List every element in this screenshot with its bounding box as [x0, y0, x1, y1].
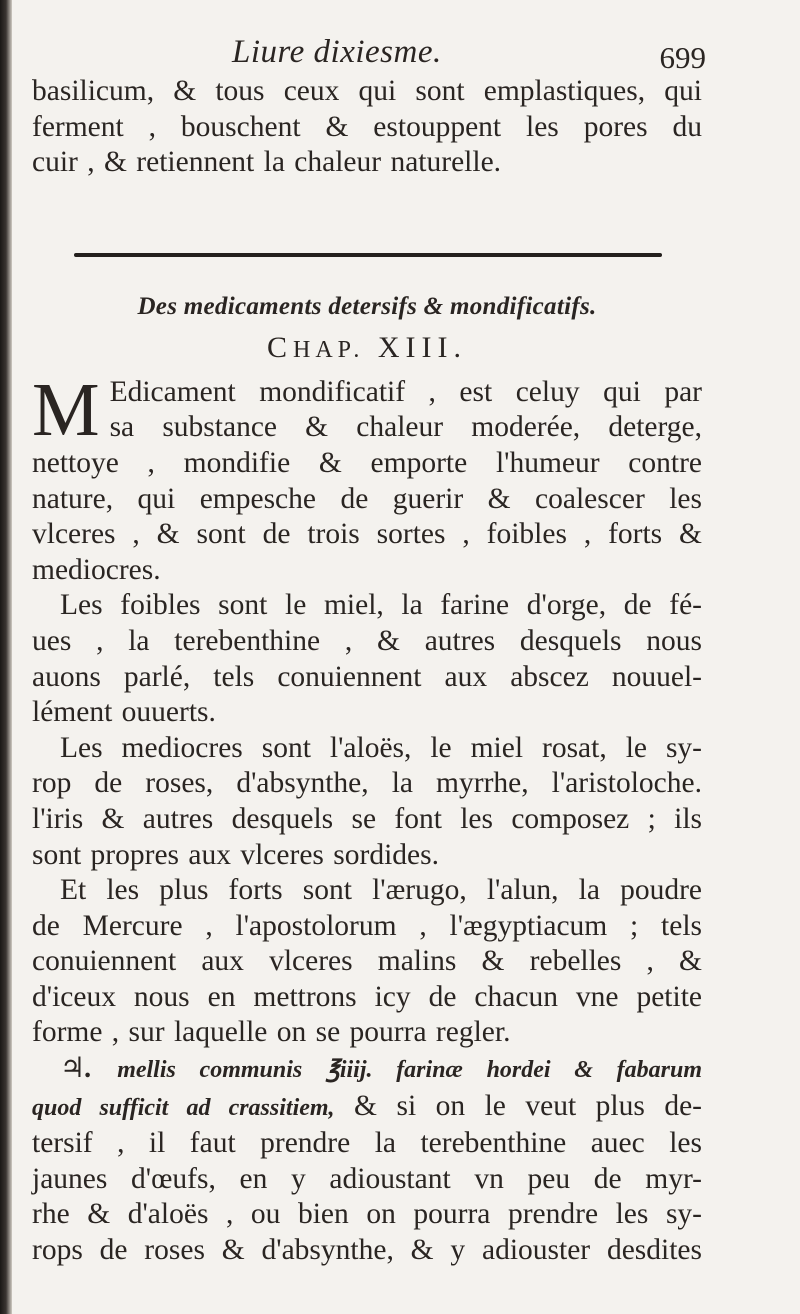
- paragraph-3: [32, 731, 702, 873]
- text-line: forme , sur laquelle on se pourra regler.: [32, 1016, 511, 1049]
- paragraph-1: [32, 367, 702, 589]
- chapter-label: [32, 331, 702, 365]
- text-line: cuir , & retiennent la chaleur naturelle.: [32, 146, 502, 179]
- chapter-number: XIII.: [377, 330, 467, 364]
- page-number: 699: [659, 40, 706, 75]
- text-line: basilicum, & tous ceux qui sont emplastiques, qui: [32, 75, 702, 107]
- chapter-word: HAP.: [293, 336, 365, 363]
- recipe-note: & si on le veut plus de-: [334, 1089, 702, 1122]
- book-page: [32, 28, 706, 1269]
- text-line: rhe & d'aloës , ou bien on pourra prendre les sy-: [32, 1198, 702, 1231]
- text-line: Les foibles sont le miel, la farine d'orge, de fé-: [60, 589, 702, 622]
- text-line: Les mediocres sont l'aloës, le miel rosat, le sy-: [60, 731, 702, 764]
- text-line: rop de roses, d'absynthe, la myrrhe, l'aristoloche.: [32, 767, 702, 800]
- text-line: d'iceux nous en mettrons icy de chacun vne petite: [32, 980, 702, 1013]
- text-line: tersif , il faut prendre la terebenthine auec les: [32, 1127, 702, 1160]
- jupiter-recipe-symbol: ♃.: [60, 1053, 93, 1085]
- text-line: jaunes d'œufs, en y adioustant vn peu de myr-: [32, 1162, 702, 1195]
- text-line: nature, qui empesche de guerir & coalescer les: [32, 482, 702, 515]
- section-heading: Des medicaments detersifs & mondificatifs.: [137, 292, 597, 320]
- running-head: [32, 28, 706, 75]
- text-line: sa substance & chaleur moderée, deterge,: [109, 411, 702, 444]
- text-line: mediocres.: [32, 553, 161, 586]
- running-title: Liure dixiesme.: [232, 34, 442, 70]
- book-gutter: [0, 0, 12, 1314]
- text-line: ues , la terebenthine , & autres desquels nous: [32, 624, 702, 657]
- text-line: nettoye , mondifie & emporte l'humeur contre: [32, 446, 702, 479]
- paragraph-4: [32, 873, 702, 1051]
- carryover-text: [32, 74, 702, 181]
- text-line: Edicament mondificatif , est celuy qui par: [109, 375, 702, 408]
- text-line: lément ouuerts.: [32, 696, 216, 729]
- text-line: [32, 1089, 702, 1127]
- paragraph-2: [32, 588, 702, 730]
- text-line: sont propres aux vlceres sordides.: [32, 838, 439, 871]
- text-line: conuiennent aux vlceres malins & rebelles , &: [32, 945, 702, 978]
- text-line: ferment , bouschent & estouppent les pores du: [32, 110, 702, 143]
- text-line: de Mercure , l'apostolorum , l'ægyptiacum ; tels: [32, 909, 702, 942]
- drop-cap: M: [32, 367, 100, 452]
- text-line: Et les plus forts sont l'ærugo, l'alun, la poudre: [60, 874, 702, 907]
- chapter-prefix: C: [266, 330, 293, 364]
- section-divider: [74, 253, 662, 257]
- paragraph-5: [32, 1051, 702, 1269]
- text-line: vlceres , & sont de trois sortes , foibles , forts &: [32, 518, 702, 551]
- recipe-quantity: quod sufficit ad crassitiem,: [32, 1094, 335, 1121]
- text-line: [32, 1051, 702, 1089]
- text-line: l'iris & autres desquels se font les composez ; ils: [32, 802, 702, 835]
- text-line: rops de roses & d'absynthe, & y adiouster desdites: [32, 1234, 702, 1267]
- text-line: auons parlé, tels conuiennent aux abscez nouuel-: [32, 660, 702, 693]
- recipe-ingredients: mellis communis ℥iiij. farinæ hordei & fabarum: [117, 1057, 702, 1084]
